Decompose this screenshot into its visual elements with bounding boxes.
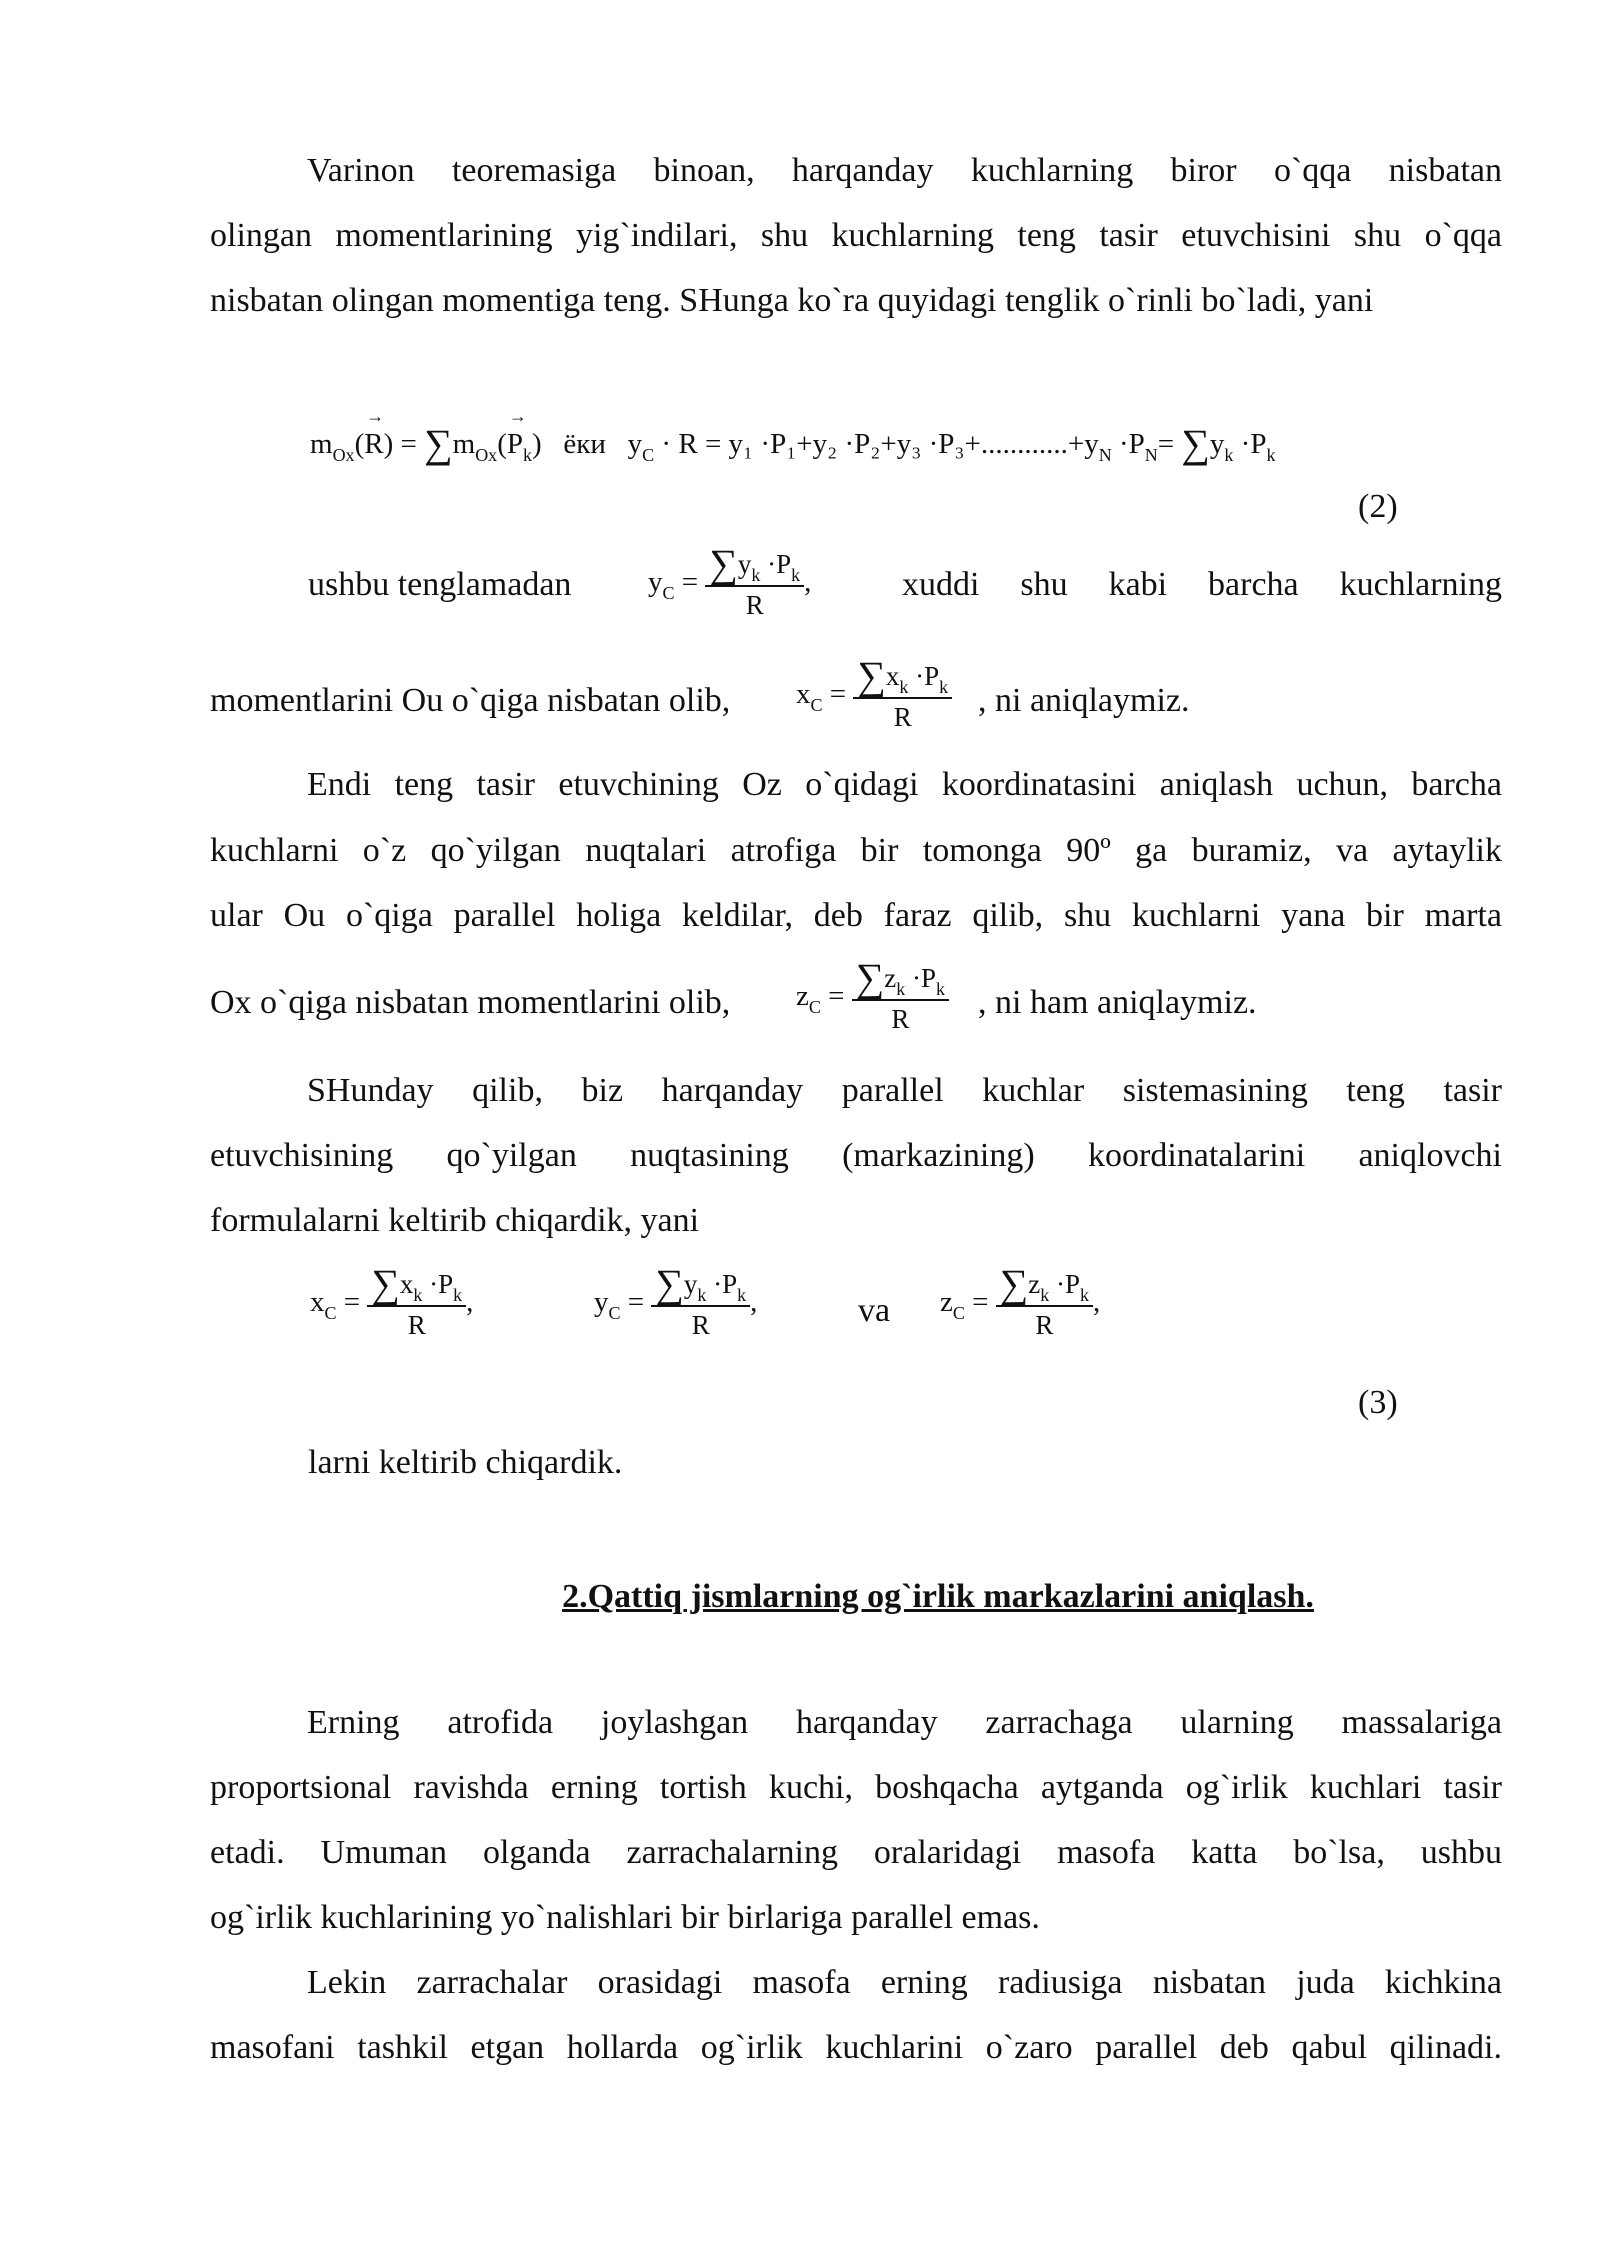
paragraph-1-line-1: Varinon teoremasiga binoan, harqanday kuchlarning biror o`qqa nisbatan: [307, 152, 1502, 189]
equation-3-number: (3): [1358, 1384, 1398, 1421]
paragraph-5-line-4: og`irlik kuchlarining yo`nalishlari bir birlariga parallel emas.: [210, 1899, 1040, 1936]
paragraph-3-line-3: ular Ou o`qiga parallel holiga keldilar, deb faraz qilib, shu kuchlarni yana bir marta: [210, 897, 1502, 934]
paragraph-5-line-1: Erning atrofida joylashgan harqanday zarrachaga ularning massalariga: [307, 1704, 1502, 1741]
paragraph-6-line-1: Lekin zarrachalar orasidagi masofa erning radiusiga nisbatan juda kichkina: [307, 1964, 1502, 2001]
paragraph-2-line-1-post: xuddi shu kabi barcha kuchlarning: [902, 566, 1502, 603]
formula-yc-inline: $y_C$ = $\frac{\sum y_k \cdot P_k}{R}$ ,: [648, 541, 812, 620]
paragraph-1-line-2: olingan momentlarining yig`indilari, shu kuchlarning teng tasir etuvchisini shu o`qqa: [210, 217, 1502, 254]
formula-xc: $x_C$ = $\frac{\sum x_k \cdot P_k}{R}$ ,: [310, 1261, 474, 1340]
formula-xc-inline: $x_C$ = $\frac{\sum x_k \cdot P_k}{R}$: [796, 660, 952, 733]
section-heading: 2.Qattiq jismlarning og`irlik markazlarini aniqlash.: [562, 1578, 1314, 1615]
formula-3-conclusion: larni keltirib chiqardik.: [308, 1444, 623, 1481]
formula-zc-inline: $z_C$ = $\frac{\sum z_k \cdot P_k}{R}$: [796, 962, 949, 1035]
word-va: va: [858, 1292, 891, 1329]
paragraph-3-line-1: Endi teng tasir etuvchining Oz o`qidagi koordinatasini aniqlash uchun, barcha: [307, 766, 1502, 803]
paragraph-5-line-2: proportsional ravishda erning tortish kuchi, boshqacha aytganda og`irlik kuchlari tasir: [210, 1769, 1502, 1806]
paragraph-3-line-4-post: , ni ham aniqlaymiz.: [978, 984, 1257, 1021]
paragraph-2-line-2-pre: momentlarini Ou o`qiga nisbatan olib,: [210, 682, 731, 719]
equation-2: $m_{Ox}(\to R) = \sum m_{Ox}(\to P_k)$ ёки $y_C \cdot R = y_1 \cdot P_1+y_2 \cdot P_2+y_3 \cdot P_3+............+y_N \cdot P_N= \sum y_k \cdot P_k$: [310, 420, 1600, 467]
formula-yc: $y_C$ = $\frac{\sum y_k \cdot P_k}{R}$ ,: [594, 1261, 758, 1340]
paragraph-4-line-3: formulalarni keltirib chiqardik, yani: [210, 1202, 700, 1239]
paragraph-6-line-2: masofani tashkil etgan hollarda og`irlik kuchlarini o`zaro parallel deb qabul qilinadi.: [210, 2029, 1502, 2066]
formula-zc: $z_C$ = $\frac{\sum z_k \cdot P_k}{R}$ ,: [940, 1261, 1101, 1340]
paragraph-4-line-2: etuvchisining qo`yilgan nuqtasining (markazining) koordinatalarini aniqlovchi: [210, 1137, 1502, 1174]
paragraph-1-line-3: nisbatan olingan momentiga teng. SHunga ko`ra quyidagi tenglik o`rinli bo`ladi, yani: [210, 282, 1374, 319]
paragraph-3-line-2: kuchlarni o`z qo`yilgan nuqtalari atrofiga bir tomonga 90º ga buramiz, va aytaylik: [210, 832, 1502, 869]
equation-2-number: (2): [1358, 488, 1398, 525]
paragraph-5-line-3: etadi. Umuman olganda zarrachalarning oralaridagi masofa katta bo`lsa, ushbu: [210, 1834, 1502, 1871]
paragraph-2-line-2-post: , ni aniqlaymiz.: [978, 682, 1190, 719]
paragraph-2-line-1-pre: ushbu tenglamadan: [308, 566, 572, 603]
paragraph-3-line-4-pre: Ox o`qiga nisbatan momentlarini olib,: [210, 984, 731, 1021]
paragraph-4-line-1: SHunday qilib, biz harqanday parallel kuchlar sistemasining teng tasir: [307, 1072, 1502, 1109]
